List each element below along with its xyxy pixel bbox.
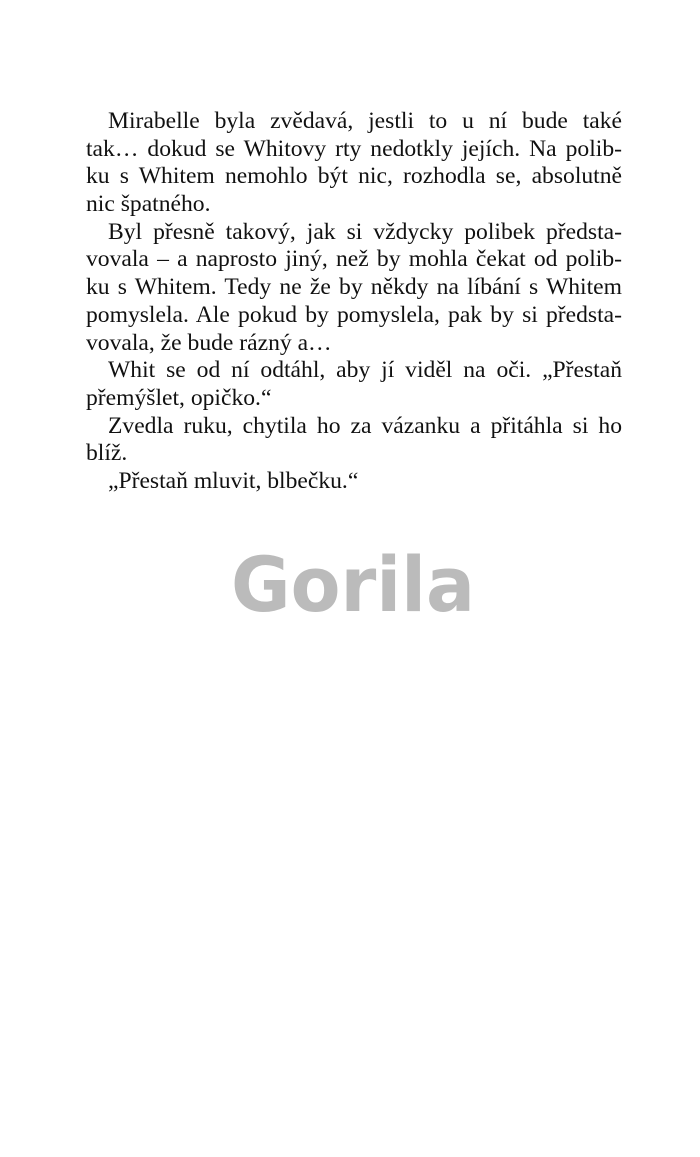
text-line: vovala, že bude rázný a… — [86, 329, 332, 356]
text-line: nic špatného. — [86, 191, 211, 218]
text-line: blíž. — [86, 440, 128, 467]
text-line: vovala – a naprosto jiný, než by mohla čekat od polib- — [86, 246, 622, 273]
text-line: přemýšlet, opičko.“ — [86, 384, 272, 411]
text-line: pomyslela. Ale pokud by pomyslela, pak by si předsta- — [86, 301, 622, 328]
text-line: ku s Whitem. Tedy ne že by někdy na líbání s Whitem — [86, 274, 622, 301]
text-line: „Přestaň mluvit, blbečku.“ — [108, 467, 359, 494]
text-line: ku s Whitem nemohlo být nic, rozhodla se, absolutně — [86, 163, 622, 190]
text-line: Byl přesně takový, jak si vždycky polibek předsta- — [108, 218, 622, 245]
text-line: Whit se od ní odtáhl, aby jí viděl na oči. „Přestaň — [108, 357, 622, 384]
text-line: Mirabelle byla zvědavá, jestli to u ní bude také — [108, 108, 622, 134]
body-text — [86, 108, 622, 496]
watermark-text: Gorila — [231, 540, 475, 629]
gorila-watermark-logo — [222, 538, 484, 638]
text-line: tak… dokud se Whitovy rty nedotkly jejích. Na polib- — [86, 135, 622, 162]
text-line: Zvedla ruku, chytila ho za vázanku a přitáhla si ho — [108, 412, 622, 439]
